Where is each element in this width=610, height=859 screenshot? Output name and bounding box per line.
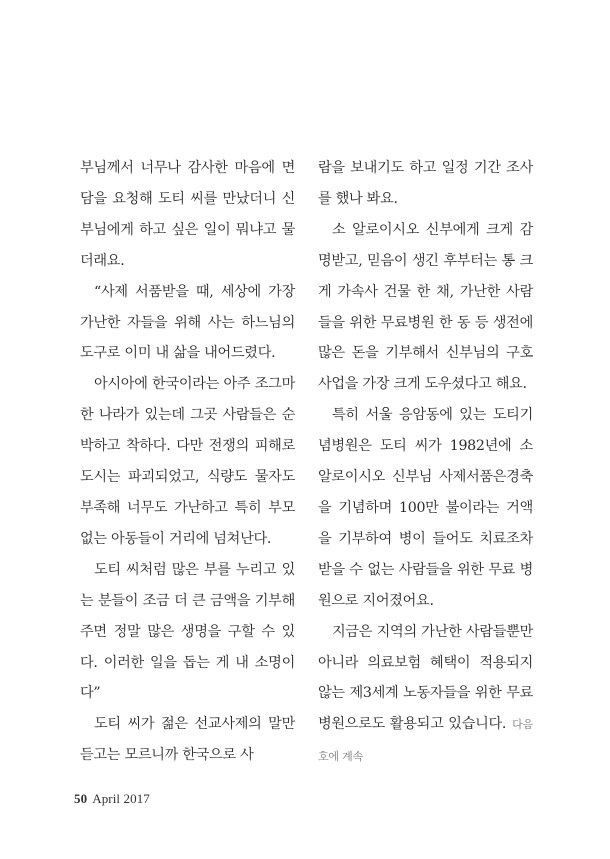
right-text-column [318, 153, 533, 773]
left-text-column [80, 153, 295, 771]
paragraph: 아시아에 한국이라는 아주 조그마한 나라가 있는데 그곳 사람들은 순박하고 착하다. 다만 전쟁의 피해로 도시는 파괴되었고, 식량도 물자도 부족해 너무도 가난하고 특히 부모 없는 아동들이 거리에 넘쳐난다. [80, 376, 295, 547]
paragraph: 특히 서울 응암동에 있는 도티기념병원은 도티 씨가 1982년에 소 알로이시오 신부님 사제서품은경축을 기념하며 100만 불이라는 거액을 기부하여 병이 들어도 치료조차 받을 수 없는 사람들을 위한 무료 병원으로 지어졌어요. [318, 407, 533, 609]
paragraph: “사제 서품받을 때, 세상에 가장 가난한 자들을 위해 사는 하느님의 도구로 이미 내 삶을 내어드렸다. [80, 283, 295, 362]
continued-note: 다음호에 계속 [318, 718, 533, 764]
issue-date: April 2017 [92, 791, 150, 806]
paragraph: 도티 씨가 젊은 선교사제의 말만 듣고는 모르니까 한국으로 사 [80, 716, 295, 764]
paragraph: 부님께서 너무나 감사한 마음에 면담을 요청해 도티 씨를 만났더니 신부님에게 하고 싶은 일이 뭐냐고 물더래요. [80, 160, 295, 269]
page-footer [74, 791, 150, 807]
paragraph: 소 알로이시오 신부에게 크게 감명받고, 믿음이 생긴 후부터는 통 크게 가속사 건물 한 채, 가난한 사람들을 위한 무료병원 한 동 등 생전에 많은 돈을 기부해서 신부님의 구호사업을 가장 크게 도우셨다고 해요. [318, 221, 533, 393]
page-number: 50 [74, 791, 88, 806]
last-paragraph [318, 617, 533, 774]
paragraph: 도티 씨처럼 많은 부를 누리고 있는 분들이 조금 더 큰 금액을 기부해주면 정말 많은 생명을 구할 수 있다. 이러한 일을 돕는 게 내 소명이다” [80, 561, 295, 702]
paragraph: 람을 보내기도 하고 일정 기간 조사를 했나 봐요. [318, 160, 533, 207]
paragraph-text: 지금은 지역의 가난한 사람들뿐만 아니라 의료보험 혜택이 적용되지 않는 제3세계 노동자들을 위한 무료 병원으로도 활용되고 있습니다. [318, 623, 533, 733]
